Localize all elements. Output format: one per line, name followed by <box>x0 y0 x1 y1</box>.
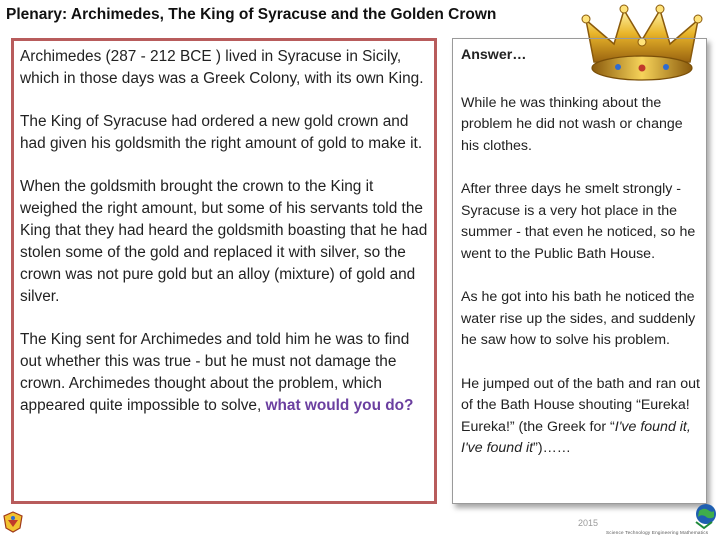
answer-quote: I've found it, I've found it <box>461 418 691 456</box>
answer-paragraph: While he was thinking about the problem he did not wash or change his clothes. <box>461 94 683 154</box>
answer-text-end: ”)…… <box>533 440 571 456</box>
answer-heading: Answer… <box>461 47 527 63</box>
story-paragraph: The King of Syracuse had ordered a new gold crown and had given his goldsmith the right amount of gold to make it. <box>20 113 423 152</box>
story-paragraph-last <box>20 329 428 417</box>
page-title: Plenary: Archimedes, The King of Syracuse and the Golden Crown <box>6 6 497 23</box>
stem-footer <box>560 500 718 540</box>
stem-tagline: Science Technology Engineering Mathematics <box>606 530 709 535</box>
stem-globe-icon <box>694 502 718 530</box>
footer-year: 2015 <box>578 518 599 528</box>
school-logo-icon <box>2 510 24 534</box>
answer-panel <box>452 38 707 504</box>
story-paragraph: Archimedes (287 - 212 BCE ) lived in Syracuse in Sicily, which in those days was a Greek Colony, with its own King. <box>20 48 424 87</box>
answer-paragraph: As he got into his bath he noticed the water rise up the sides, and suddenly he saw how to solve his problem. <box>461 289 696 348</box>
story-paragraph-text: The King sent for Archimedes and told him he was to find out whether this was true - but he must not damage the crown. Archimedes thought about the problem, which appeared quite impossible to solve, <box>20 331 410 414</box>
answer-paragraph-last <box>461 374 700 460</box>
story-paragraph: When the goldsmith brought the crown to the King it weighed the right amount, but some of his servants told the King that they had heard the goldsmith boasting that he had stolen some of the gold and replaced it with silver, so the crown was not pure gold but an alloy (mixture) of gold and silver. <box>20 178 428 305</box>
answer-paragraph: After three days he smelt strongly - Syracuse is a very hot place in the summer - that even he noticed, so he went to the Public Bath House. <box>461 181 696 262</box>
question-prompt: what would you do? <box>265 397 414 414</box>
story-panel <box>11 38 437 504</box>
answer-text: He jumped out of the bath and ran out of the Bath House shouting “Eureka! Eureka!” (the Greek for “ <box>461 375 700 435</box>
